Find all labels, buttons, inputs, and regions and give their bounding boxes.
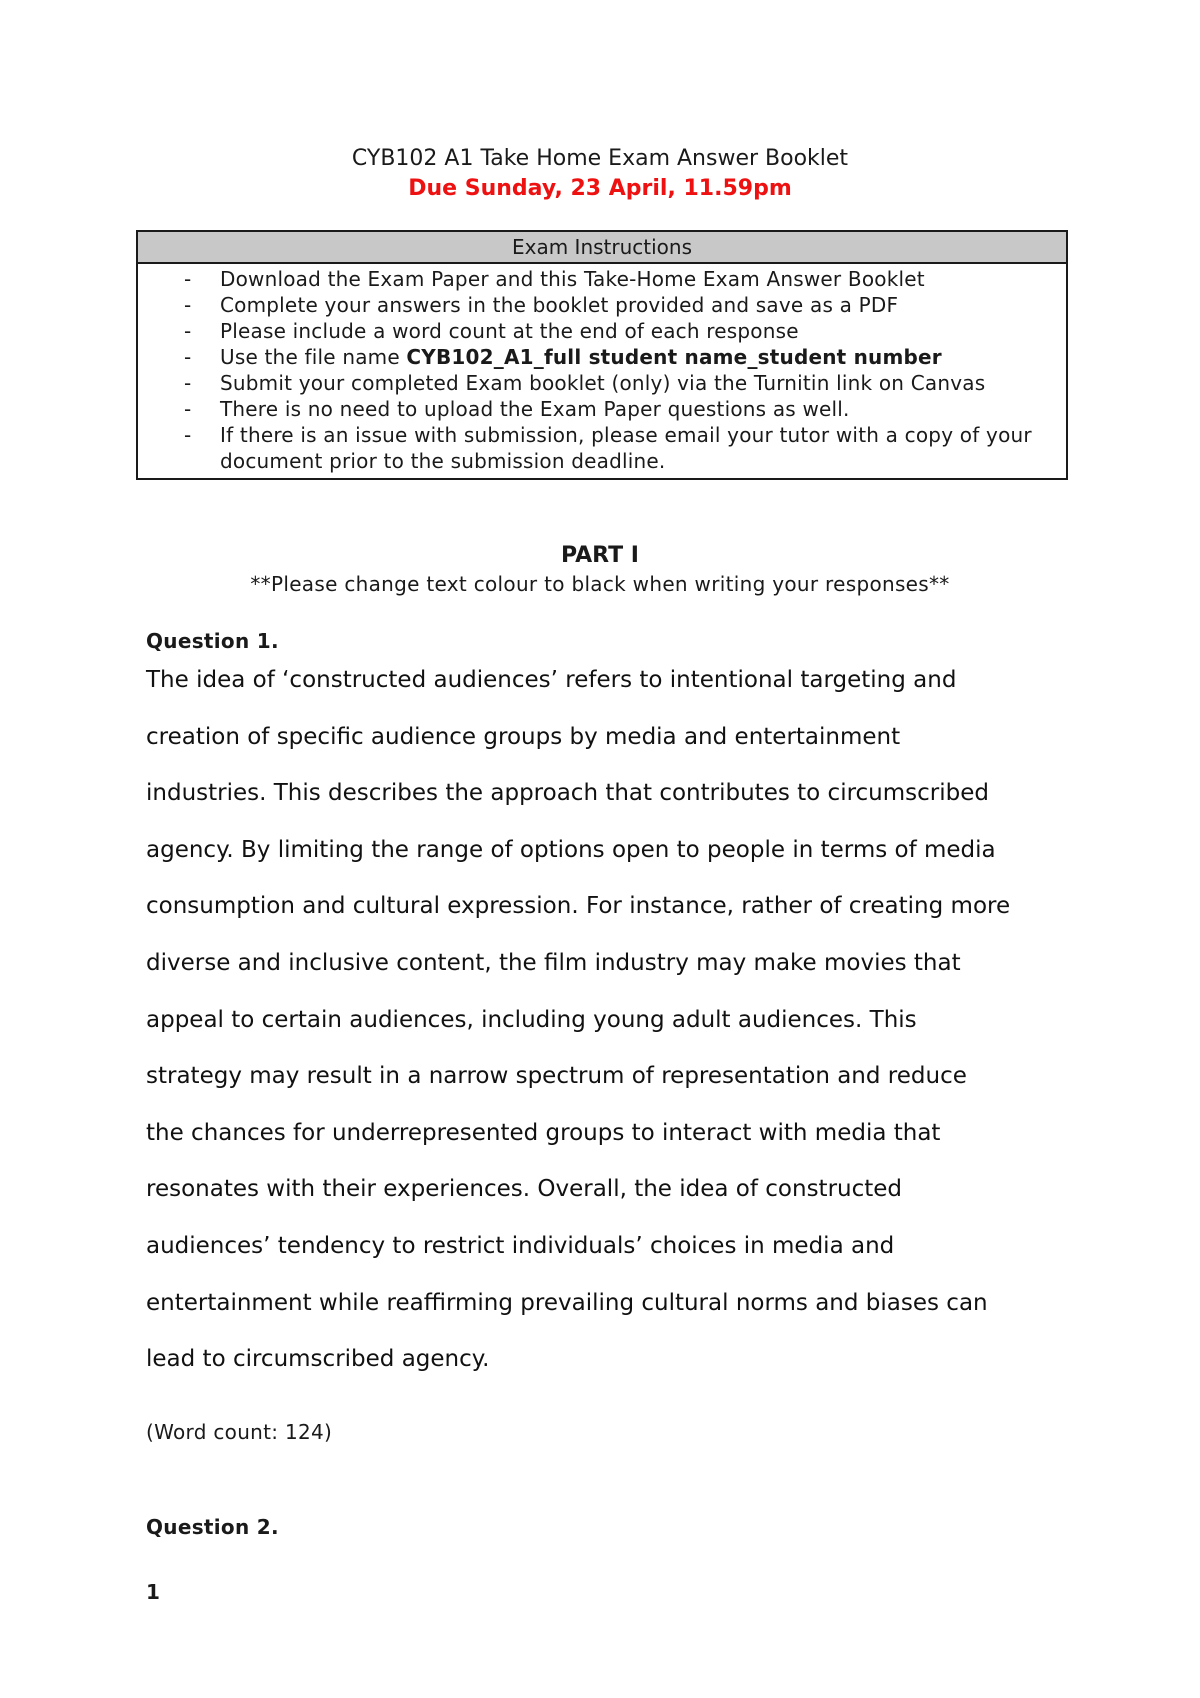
answer-line: the chances for underrepresented groups to interact with media that: [146, 1119, 941, 1146]
instruction-text: Use the file name: [220, 345, 407, 369]
part-title: PART I: [561, 543, 639, 568]
question-1-answer: [146, 652, 1076, 1388]
instruction-item: [138, 292, 1066, 318]
list-dash: -: [184, 293, 192, 317]
part-note: **Please change text colour to black when writing your responses**: [250, 572, 950, 596]
answer-line: agency. By limiting the range of options open to people in terms of media: [146, 836, 996, 863]
answer-line: creation of specific audience groups by media and entertainment: [146, 723, 901, 750]
answer-line: strategy may result in a narrow spectrum of representation and reduce: [146, 1063, 967, 1090]
list-dash: -: [184, 345, 192, 369]
instruction-text: Complete your answers in the booklet provided and save as a PDF: [220, 293, 899, 317]
instruction-text: If there is an issue with submission, please email your tutor with a copy of your document prior to the submission deadline.: [220, 423, 1032, 473]
list-dash: -: [184, 423, 192, 447]
instruction-text: Please include a word count at the end of each response: [220, 319, 799, 343]
answer-line: industries. This describes the approach that contributes to circumscribed: [146, 780, 989, 807]
list-dash: -: [184, 319, 192, 343]
answer-line: entertainment while reaffirming prevailing cultural norms and biases can: [146, 1289, 988, 1316]
answer-line: The idea of ‘constructed audiences’ refers to intentional targeting and: [146, 667, 957, 693]
answer-line: diverse and inclusive content, the film industry may make movies that: [146, 949, 961, 976]
instruction-item: [138, 318, 1066, 344]
question-1-word-count: (Word count: 124): [146, 1420, 333, 1444]
document-title: CYB102 A1 Take Home Exam Answer Booklet: [351, 146, 849, 171]
answer-line: lead to circumscribed agency.: [146, 1346, 490, 1373]
instruction-item: [138, 396, 1066, 422]
file-name-format: CYB102_A1_full student name_student number: [406, 345, 942, 369]
question-2-label: Question 2.: [146, 1515, 279, 1539]
answer-line: audiences’ tendency to restrict individuals’ choices in media and: [146, 1232, 895, 1259]
answer-line: consumption and cultural expression. For instance, rather of creating more: [146, 893, 1011, 920]
answer-line: appeal to certain audiences, including young adult audiences. This: [146, 1006, 917, 1033]
list-dash: -: [184, 397, 192, 421]
instruction-text: Download the Exam Paper and this Take-Home Exam Answer Booklet: [220, 267, 925, 291]
due-date: Due Sunday, 23 April, 11.59pm: [408, 176, 792, 201]
exam-instructions-heading: Exam Instructions: [138, 232, 1066, 264]
instruction-text: There is no need to upload the Exam Paper questions as well.: [220, 397, 850, 421]
list-dash: -: [184, 267, 192, 291]
instruction-item: [138, 370, 1066, 396]
part-heading-block: [0, 541, 1200, 597]
page-number: 1: [146, 1580, 160, 1604]
title-block: [0, 144, 1200, 204]
instruction-text: Submit your completed Exam booklet (only) via the Turnitin link on Canvas: [220, 371, 986, 395]
answer-line: resonates with their experiences. Overall, the idea of constructed: [146, 1176, 903, 1203]
instruction-item: [138, 422, 1066, 474]
question-1-label: Question 1.: [146, 629, 279, 653]
exam-instructions-list: [138, 264, 1066, 478]
exam-instructions-box: [136, 230, 1068, 480]
list-dash: -: [184, 371, 192, 395]
instruction-item: [138, 266, 1066, 292]
instruction-item: [138, 344, 1066, 370]
